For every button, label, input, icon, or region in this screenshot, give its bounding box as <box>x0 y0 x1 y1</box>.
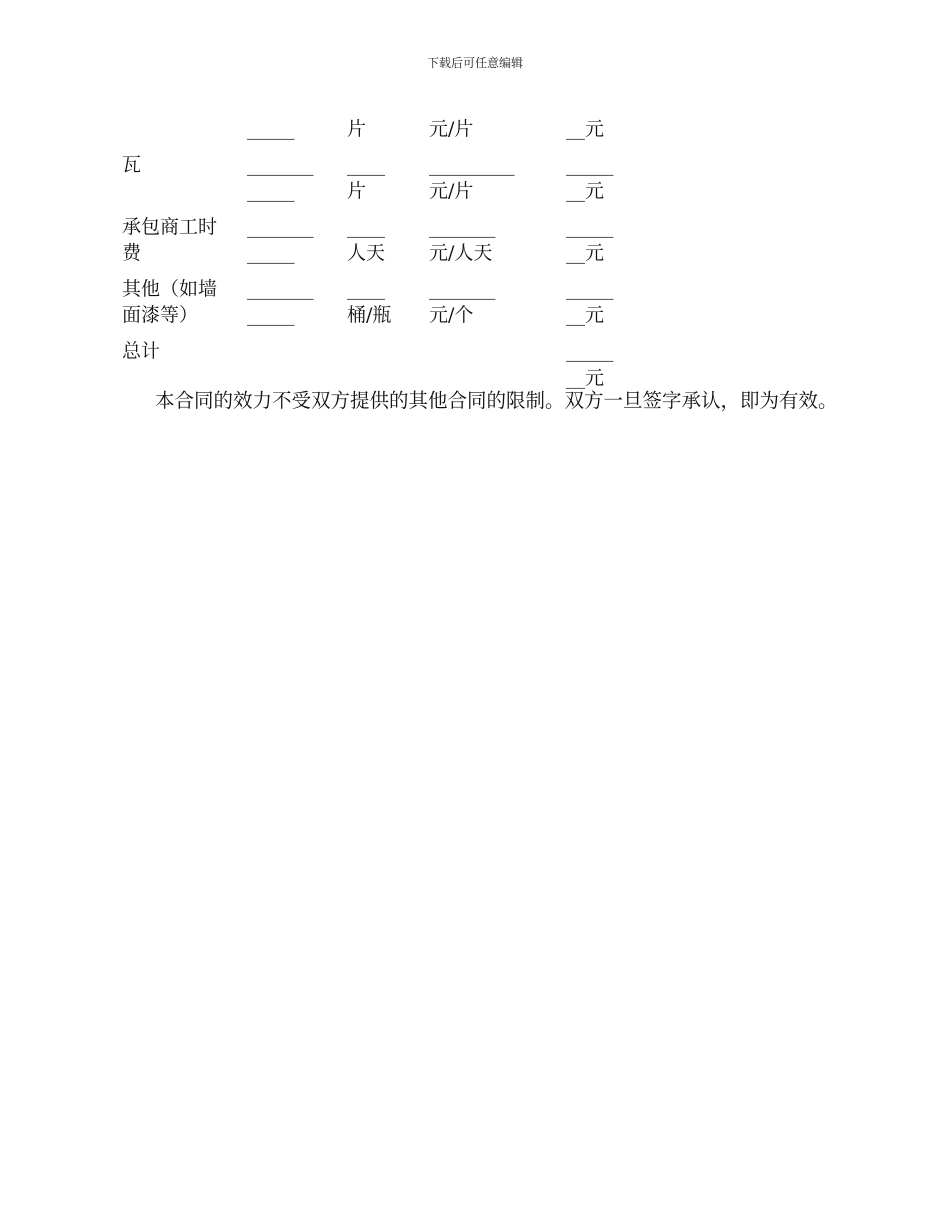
row-total: __元 <box>566 367 605 389</box>
row-total: _____ <box>566 340 614 362</box>
row-unit-price: 元/个 <box>429 304 474 326</box>
row-total: _____ <box>566 216 614 238</box>
row-unit-price: _______ <box>429 278 496 300</box>
row-label: 费 <box>122 242 142 264</box>
row-unit: 片 <box>347 180 367 202</box>
row-total: __元 <box>566 180 605 202</box>
row-unit-price: 元/片 <box>429 180 474 202</box>
row-total: _____ <box>566 278 614 300</box>
row-unit: 桶/瓶 <box>347 304 392 326</box>
row-total: __元 <box>566 118 605 140</box>
row-label: 承包商工时 <box>122 216 218 238</box>
row-quantity: _____ <box>247 242 295 264</box>
row-quantity: _____ <box>247 180 295 202</box>
row-unit-price: 元/人天 <box>429 242 493 264</box>
row-unit-price: 元/片 <box>429 118 474 140</box>
row-quantity: _______ <box>247 278 314 300</box>
row-unit: 片 <box>347 118 367 140</box>
row-unit: 人天 <box>347 242 386 264</box>
row-total: __元 <box>566 242 605 264</box>
row-label: 瓦 <box>122 154 142 176</box>
row-quantity: _____ <box>247 118 295 140</box>
row-total: _____ <box>566 154 614 176</box>
row-unit-price: _______ <box>429 216 496 238</box>
row-total: __元 <box>566 304 605 326</box>
row-unit: ____ <box>347 154 385 176</box>
row-unit: ____ <box>347 278 385 300</box>
row-quantity: _______ <box>247 154 314 176</box>
row-label: 面漆等） <box>122 304 199 326</box>
row-quantity: _____ <box>247 304 295 326</box>
row-label: 其他（如墙 <box>122 278 218 300</box>
contract-clause-paragraph: 本合同的效力不受双方提供的其他合同的限制。双方一旦签字承认，即为有效。 <box>155 389 838 412</box>
row-quantity: _______ <box>247 216 314 238</box>
page-header: 下载后可任意编辑 <box>426 56 523 70</box>
row-unit-price: _________ <box>429 154 515 176</box>
row-unit: ____ <box>347 216 385 238</box>
row-label: 总计 <box>122 340 161 362</box>
